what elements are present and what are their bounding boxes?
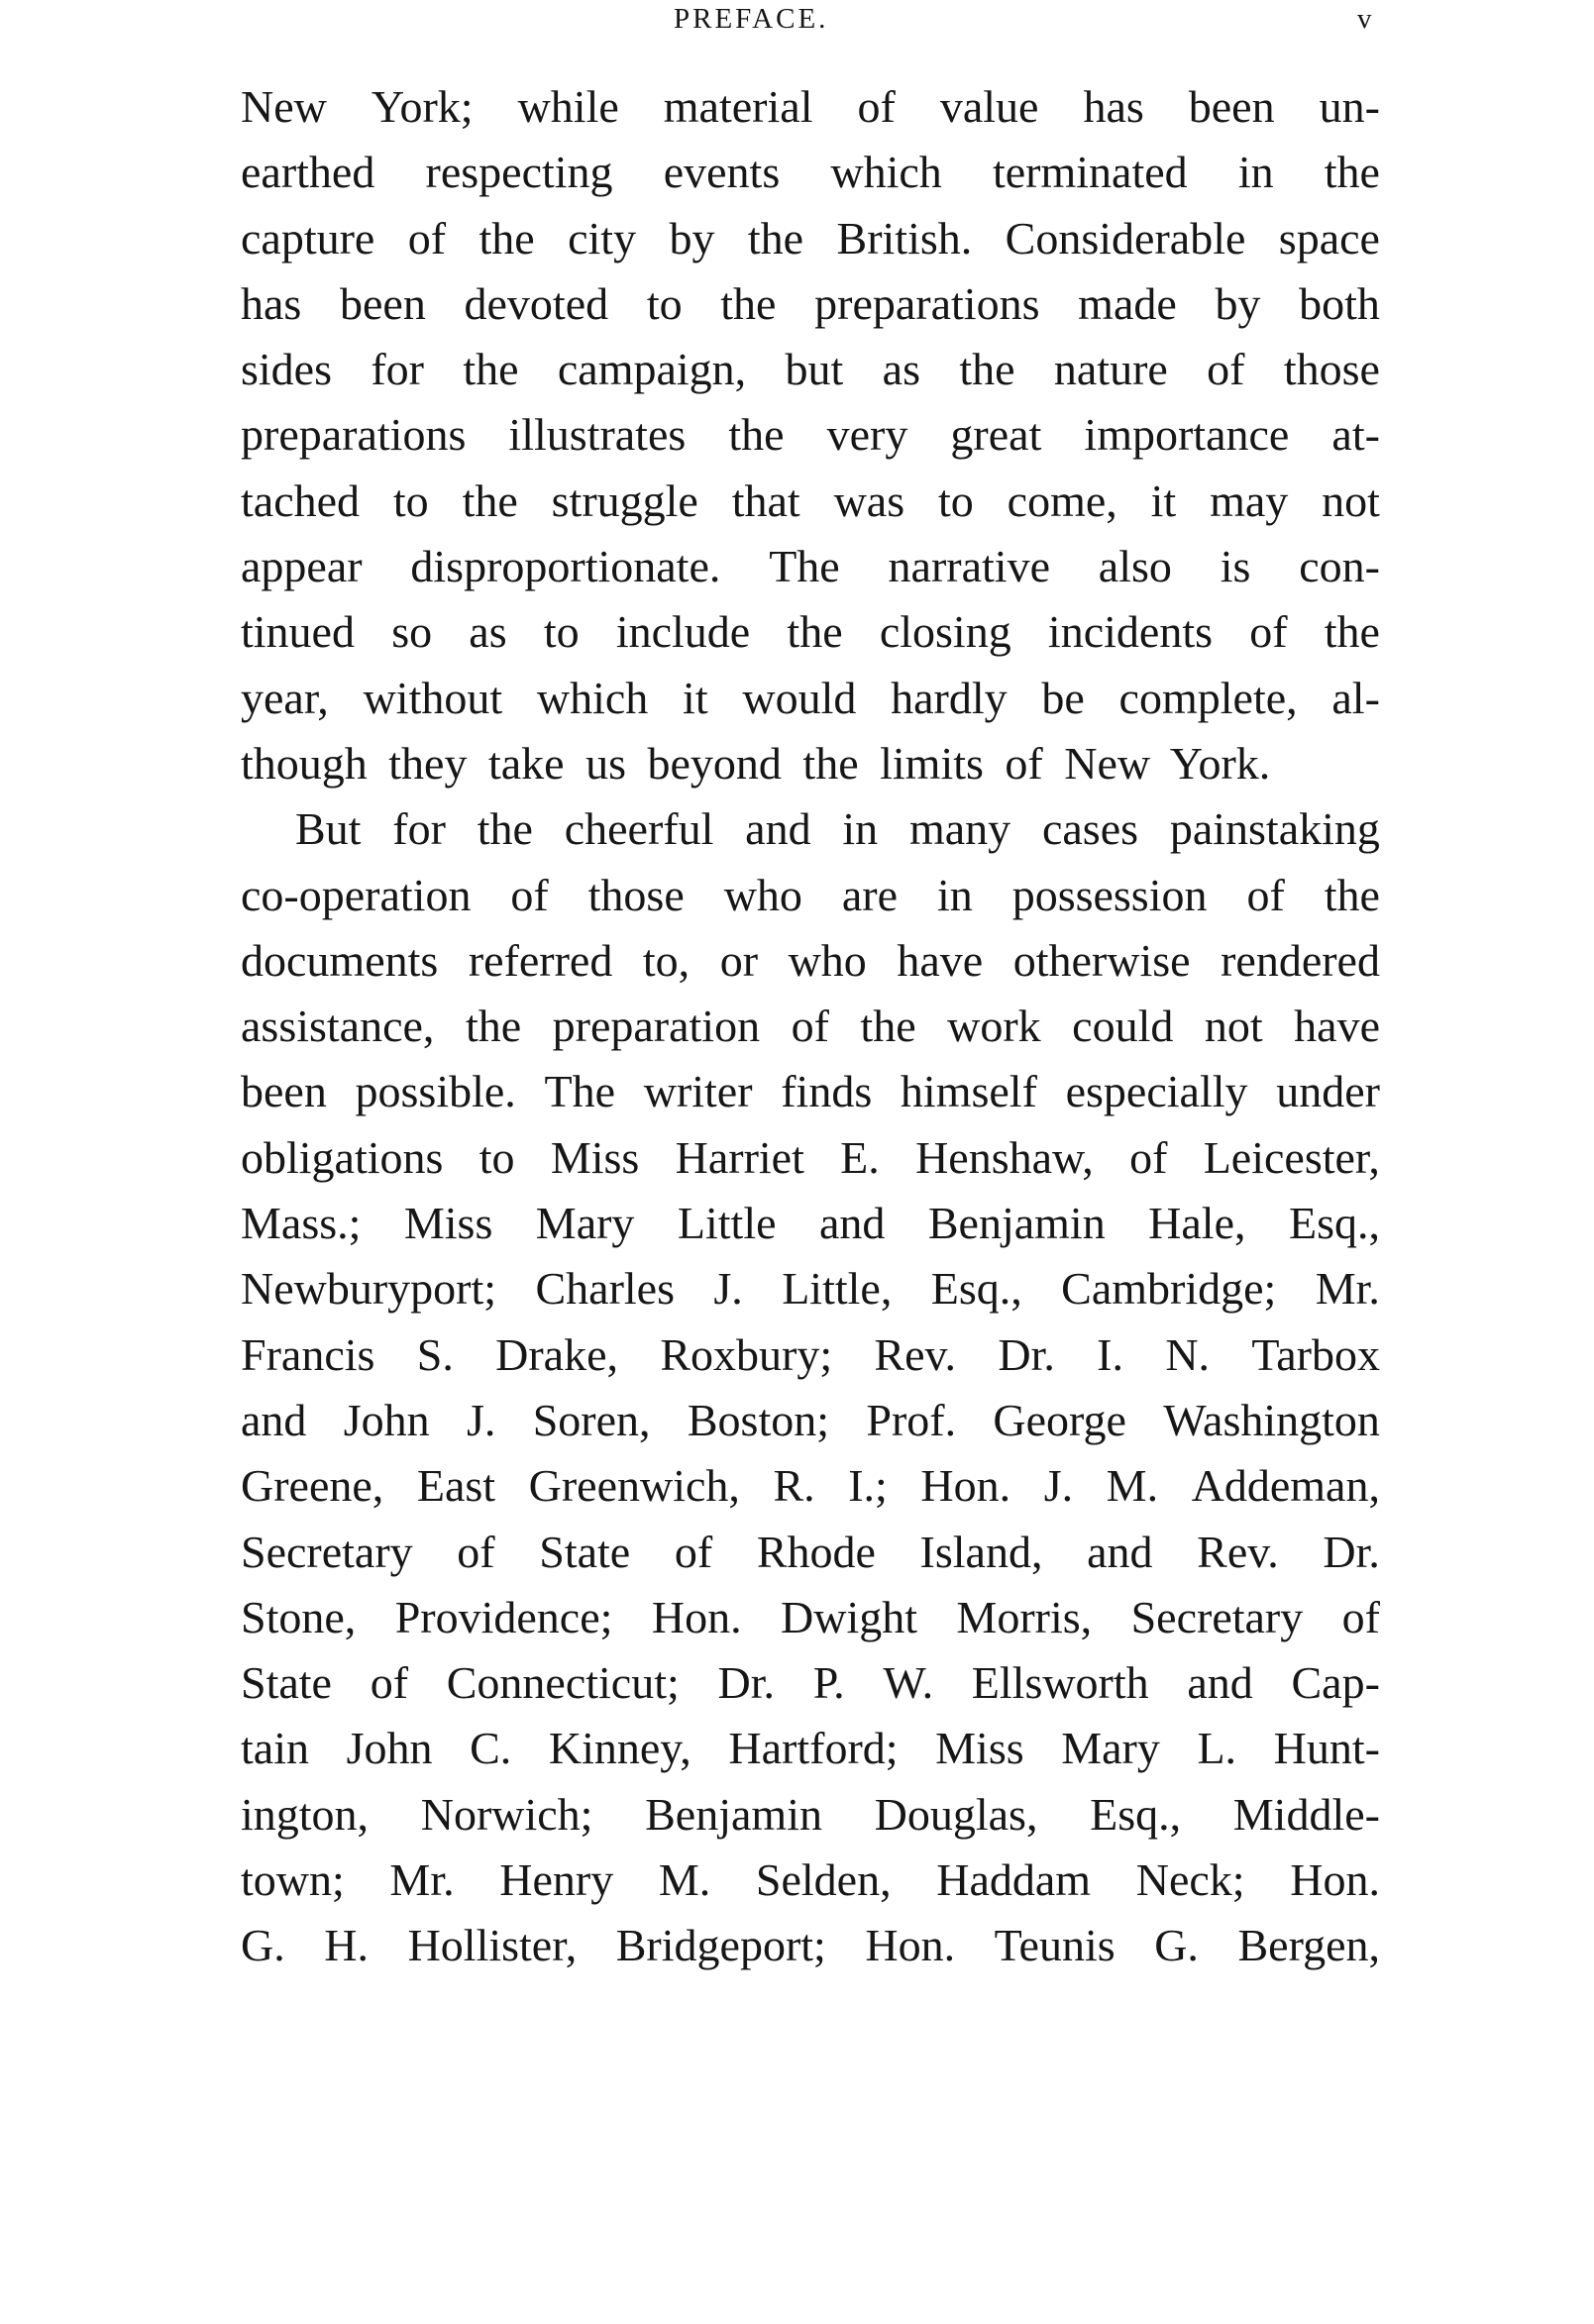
word: finds (781, 1066, 873, 1117)
word: Mass.; (241, 1198, 362, 1249)
word: preparations (241, 409, 467, 461)
word: who (788, 934, 867, 986)
word: Harriet (675, 1131, 804, 1183)
text-line (241, 206, 1380, 271)
word: Rev. (1197, 1526, 1279, 1577)
word: could (1072, 1001, 1174, 1052)
word: C. (470, 1723, 512, 1774)
word: Esq., (1090, 1788, 1182, 1840)
word: Greenwich, (528, 1460, 740, 1512)
word: importance (1084, 409, 1290, 461)
word: Little, (782, 1263, 893, 1315)
running-head (0, 0, 1594, 40)
word: without (363, 672, 503, 723)
word: Benjamin (645, 1788, 822, 1840)
word: has (1083, 81, 1144, 132)
word: Roxbury; (660, 1328, 833, 1380)
word: space (1278, 212, 1380, 264)
word: Secretary (1130, 1591, 1304, 1642)
word: narrative (888, 541, 1050, 592)
text-line (241, 666, 1380, 731)
word: G. (1154, 1920, 1199, 1971)
word: and (1187, 1657, 1253, 1709)
word: who (723, 869, 802, 920)
word: Esq., (930, 1263, 1022, 1315)
word: of (857, 81, 896, 132)
word: East (416, 1460, 496, 1512)
word: have (897, 934, 984, 986)
word: are (841, 869, 899, 920)
word: the (720, 277, 777, 329)
word: British. (836, 212, 973, 264)
word: G. (241, 1920, 285, 1971)
word: Addeman, (1191, 1460, 1380, 1512)
word: appear (241, 541, 363, 592)
word: Dr. (717, 1657, 775, 1709)
word: Hartford; (728, 1723, 899, 1774)
text-line (241, 271, 1380, 337)
page-number: v (1357, 3, 1372, 35)
word: Charles (535, 1263, 675, 1315)
word: New (241, 81, 327, 132)
word: to (478, 1131, 515, 1183)
word: the (728, 409, 785, 461)
word: Providence; (394, 1591, 613, 1642)
word: possession (1011, 869, 1208, 920)
word: Newburyport; (241, 1263, 497, 1315)
text-line (241, 1453, 1380, 1519)
word: documents (241, 934, 439, 986)
word: great (950, 409, 1042, 461)
text-line (241, 1520, 1380, 1585)
word: Washington (1163, 1394, 1380, 1445)
word: Dr. (1323, 1526, 1380, 1577)
word: devoted (464, 277, 609, 329)
word: al- (1331, 672, 1380, 723)
word: cheerful (564, 803, 714, 855)
word: and (1087, 1526, 1153, 1577)
word: value (939, 81, 1039, 132)
word: Hon. (651, 1591, 742, 1642)
word: un- (1319, 81, 1380, 132)
text-line (241, 863, 1380, 928)
word: himself (900, 1066, 1037, 1117)
word: State (539, 1526, 631, 1577)
word: L. (1197, 1723, 1237, 1774)
word: S. (416, 1328, 454, 1380)
text-line (241, 1585, 1380, 1650)
word: Soren, (532, 1394, 651, 1445)
word: Bergen, (1237, 1920, 1380, 1971)
word: the (465, 1001, 522, 1052)
word: or (719, 934, 759, 986)
word: tain (241, 1723, 309, 1774)
word: to (392, 475, 429, 526)
word: work (947, 1001, 1041, 1052)
word: preparations (814, 277, 1040, 329)
word: Greene, (241, 1460, 384, 1512)
text-line (241, 928, 1380, 994)
text-line (241, 74, 1380, 140)
word: is (1220, 541, 1251, 592)
word: of (407, 212, 447, 264)
word: Henry (499, 1854, 614, 1906)
word: of (1207, 344, 1245, 395)
text-line (241, 140, 1380, 205)
word: town; (241, 1854, 345, 1906)
word: Mary (535, 1198, 635, 1249)
word: Miss (550, 1131, 640, 1183)
word: the (1324, 869, 1380, 920)
word: not (1204, 1001, 1263, 1052)
word: cases (1041, 803, 1139, 855)
word: also (1098, 541, 1172, 592)
text-line (241, 1059, 1380, 1124)
word: Drake, (495, 1328, 619, 1380)
word: been (1188, 81, 1275, 132)
word: in (842, 803, 879, 855)
word: Mary (1061, 1723, 1160, 1774)
word: Ellsworth (971, 1657, 1149, 1709)
word: Miss (403, 1198, 493, 1249)
word: the (1324, 147, 1380, 198)
word: those (1283, 344, 1380, 395)
word: the (477, 803, 533, 855)
word: closing (879, 606, 1011, 658)
body-text (241, 74, 1380, 1979)
word: by (669, 212, 715, 264)
text-line (241, 337, 1380, 402)
word: Tarbox (1251, 1328, 1380, 1380)
word: Hon. (920, 1460, 1011, 1512)
word: to, (642, 934, 691, 986)
word: Miss (935, 1723, 1024, 1774)
word: I.; (848, 1460, 888, 1512)
word: and (818, 1198, 886, 1249)
text-line (241, 402, 1380, 468)
word: the (463, 344, 519, 395)
word: be (1041, 672, 1085, 723)
word: so (391, 606, 433, 658)
word: have (1294, 1001, 1380, 1052)
text-line (241, 1782, 1380, 1848)
word: both (1299, 277, 1380, 329)
text-line (241, 1191, 1380, 1256)
running-title: PREFACE. (674, 3, 829, 35)
word: tached (241, 475, 361, 526)
word: But (295, 803, 362, 855)
word: State (241, 1657, 332, 1709)
word: of (510, 869, 549, 920)
word: to (646, 277, 683, 329)
word: painstaking (1169, 803, 1380, 855)
word: Hunt- (1273, 1723, 1380, 1774)
text-line (241, 1388, 1380, 1453)
word: of (457, 1526, 495, 1577)
word: not (1322, 475, 1380, 526)
word: the (462, 475, 518, 526)
word: the (478, 212, 535, 264)
word: that (731, 475, 800, 526)
word: to (938, 475, 974, 526)
word: Hon. (865, 1920, 956, 1971)
word: the (787, 606, 843, 658)
word: in (1237, 147, 1274, 198)
word: Haddam (936, 1854, 1092, 1906)
word: Cap- (1291, 1657, 1380, 1709)
word: Esq., (1288, 1198, 1380, 1249)
word: and (745, 803, 811, 855)
text-line (241, 599, 1380, 665)
word: complete, (1118, 672, 1298, 723)
word: come, (1007, 475, 1117, 526)
word: of (674, 1526, 713, 1577)
word: J. (1043, 1460, 1074, 1512)
word: the (747, 212, 804, 264)
word: John (343, 1394, 430, 1445)
word: co-operation (241, 869, 472, 920)
word: Mr. (1315, 1263, 1380, 1315)
word: Considerable (1005, 212, 1246, 264)
word: Teunis (994, 1920, 1116, 1971)
word: hardly (891, 672, 1008, 723)
word: Cambridge; (1061, 1263, 1277, 1315)
word: the (860, 1001, 916, 1052)
text-line (241, 1650, 1380, 1716)
word: Francis (241, 1328, 375, 1380)
word: E. (840, 1131, 880, 1183)
word: under (1276, 1066, 1380, 1117)
text-line (241, 1322, 1380, 1388)
word: M. (658, 1854, 711, 1906)
word: Rhode (756, 1526, 876, 1577)
word: those (587, 869, 685, 920)
word: but (785, 344, 844, 395)
word: nature (1053, 344, 1168, 395)
word: events (663, 147, 781, 198)
word: very (826, 409, 908, 461)
word: been (340, 277, 426, 329)
word: as (469, 606, 507, 658)
word: otherwise (1012, 934, 1191, 986)
word: writer (643, 1066, 753, 1117)
word: campaign, (557, 344, 747, 395)
word: year, (241, 672, 329, 723)
word: include (615, 606, 751, 658)
word: Neck; (1135, 1854, 1245, 1906)
word: by (1215, 277, 1261, 329)
word: Rev. (874, 1328, 957, 1380)
text-line (241, 469, 1380, 534)
word: it (1150, 475, 1177, 526)
word: Island, (919, 1526, 1043, 1577)
word: sides (241, 344, 332, 395)
word: Selden, (755, 1854, 892, 1906)
text-line (241, 1716, 1380, 1781)
word: incidents (1047, 606, 1213, 658)
word: obligations (241, 1131, 444, 1183)
text-line (241, 994, 1380, 1059)
word: at- (1331, 409, 1380, 461)
word: possible. (355, 1066, 516, 1117)
word: referred (468, 934, 613, 986)
word: J. (713, 1263, 743, 1315)
word: terminated (992, 147, 1188, 198)
word: Morris, (956, 1591, 1093, 1642)
word: assistance, (241, 1001, 435, 1052)
word: Dr. (998, 1328, 1055, 1380)
word: York; (371, 81, 474, 132)
word: of (1249, 606, 1288, 658)
word: for (371, 344, 424, 395)
word: Middle- (1232, 1788, 1380, 1840)
word: P. (812, 1657, 845, 1709)
word: while (517, 81, 619, 132)
word: many (908, 803, 1011, 855)
word: Prof. (866, 1394, 957, 1445)
word: George (993, 1394, 1126, 1445)
word: H. (324, 1920, 370, 1971)
word: R. (773, 1460, 815, 1512)
word: Secretary (241, 1526, 413, 1577)
text-line (241, 796, 1380, 862)
word: preparation (552, 1001, 761, 1052)
word: would (742, 672, 857, 723)
word: Benjamin (927, 1198, 1106, 1249)
word: The (544, 1066, 616, 1117)
word: which (830, 147, 942, 198)
word: disproportionate. (410, 541, 721, 592)
text-line: though they take us beyond the limits of New York. (241, 737, 1271, 789)
word: the (959, 344, 1015, 395)
word: Douglas, (874, 1788, 1038, 1840)
word: Little (677, 1198, 777, 1249)
text-line (241, 1125, 1380, 1191)
word: I. (1097, 1328, 1123, 1380)
word: Norwich; (420, 1788, 593, 1840)
word: Hollister, (407, 1920, 578, 1971)
word: Boston; (687, 1394, 830, 1445)
word: especially (1065, 1066, 1248, 1117)
word: was (833, 475, 905, 526)
word: Kinney, (548, 1723, 691, 1774)
word: Leicester, (1203, 1131, 1380, 1183)
word: to (543, 606, 580, 658)
word: Stone, (241, 1591, 357, 1642)
word: capture (241, 212, 375, 264)
word: Hale, (1148, 1198, 1246, 1249)
word: the (1324, 606, 1380, 658)
word: rendered (1221, 934, 1380, 986)
word: as (882, 344, 920, 395)
word: M. (1106, 1460, 1159, 1512)
word: ington, (241, 1788, 370, 1840)
word: N. (1165, 1328, 1211, 1380)
word: respecting (425, 147, 613, 198)
word: illustrates (508, 409, 687, 461)
word: been (241, 1066, 327, 1117)
text-line (241, 1256, 1380, 1321)
word: may (1210, 475, 1289, 526)
word: made (1078, 277, 1177, 329)
word: material (663, 81, 813, 132)
word: has (241, 277, 302, 329)
word: it (683, 672, 708, 723)
word: in (936, 869, 973, 920)
word: con- (1299, 541, 1380, 592)
word: The (769, 541, 840, 592)
word: of (370, 1657, 409, 1709)
word: J. (466, 1394, 496, 1445)
word: city (568, 212, 637, 264)
text-line (241, 1913, 1380, 1978)
word: for (392, 803, 446, 855)
word: Connecticut; (446, 1657, 680, 1709)
word: Bridgeport; (615, 1920, 826, 1971)
word: of (791, 1001, 829, 1052)
word: Dwight (781, 1591, 917, 1642)
word: Hon. (1290, 1854, 1380, 1906)
word: of (1129, 1131, 1168, 1183)
text-line (241, 1848, 1380, 1913)
word: John (346, 1723, 433, 1774)
word: W. (883, 1657, 934, 1709)
word: tinued (241, 606, 355, 658)
word: earthed (241, 147, 375, 198)
word: Mr. (389, 1854, 455, 1906)
text-line (241, 534, 1380, 599)
word: Henshaw, (915, 1131, 1094, 1183)
word: which (536, 672, 649, 723)
word: and (241, 1394, 307, 1445)
word: of (1246, 869, 1285, 920)
word: of (1341, 1591, 1380, 1642)
word: struggle (551, 475, 698, 526)
